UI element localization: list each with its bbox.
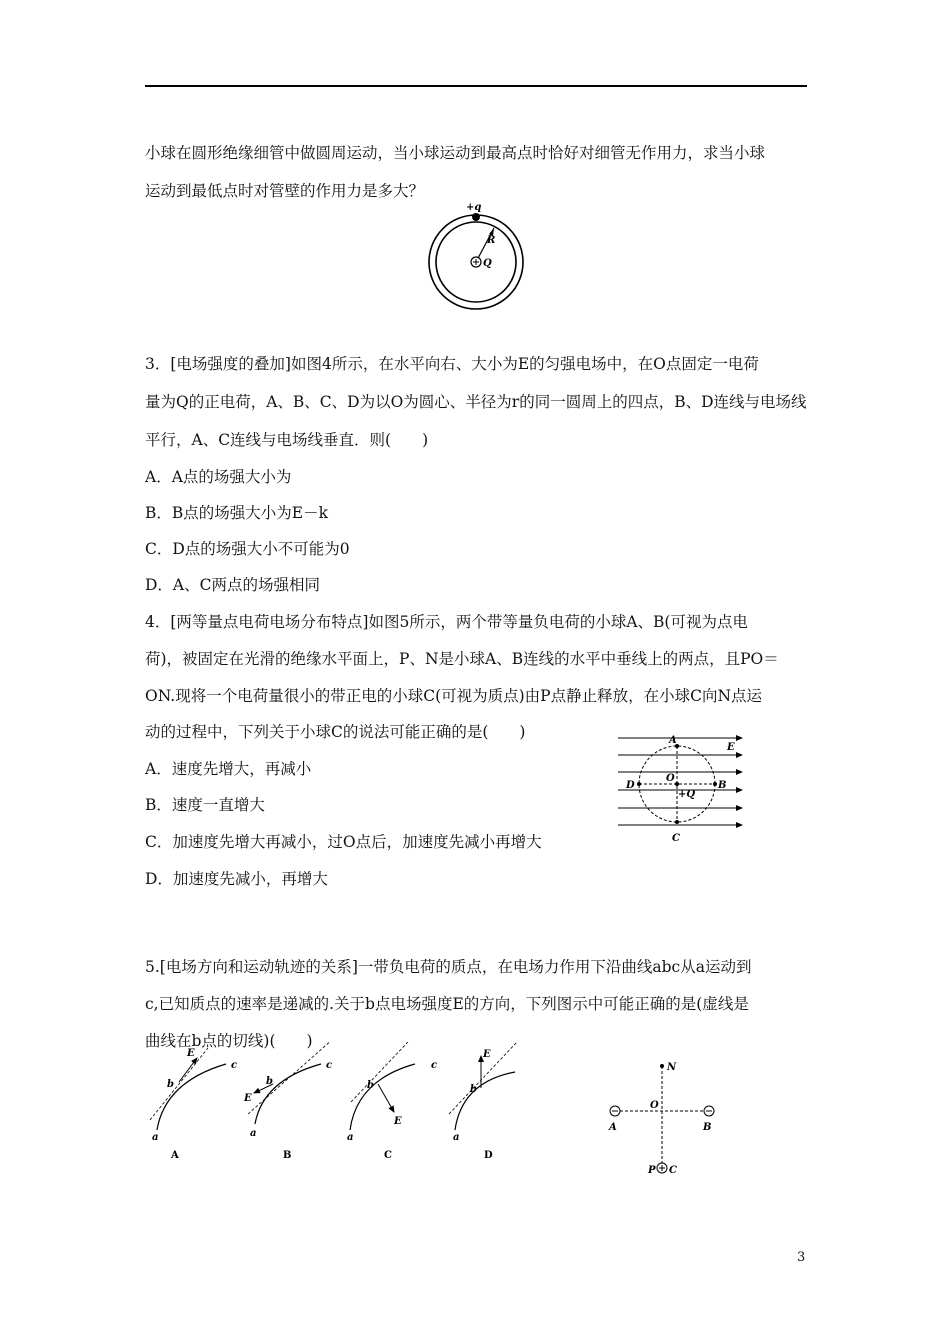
q5-text-line2: c,已知质点的速率是递减的.关于b点电场强度E的方向，下列图示中可能正确的是(虚线是 bbox=[145, 995, 749, 1013]
svg-text:c: c bbox=[231, 1060, 238, 1071]
label-D: D bbox=[626, 780, 635, 791]
label-C: C bbox=[669, 1165, 677, 1176]
label-plus-Q: +Q bbox=[678, 789, 696, 800]
label-A: A bbox=[669, 735, 677, 746]
svg-text:C: C bbox=[384, 1150, 392, 1161]
svg-text:E: E bbox=[483, 1049, 491, 1060]
q4-text-line3: ON.现将一个电荷量很小的带正电的小球C(可视为质点)由P点静止释放，在小球C向N点运 bbox=[145, 687, 763, 705]
q5-text-line1: 5.[电场方向和运动轨迹的关系]一带负电荷的质点，在电场力作用下沿曲线abc从a运动到 bbox=[145, 958, 752, 976]
panel-A bbox=[150, 1048, 237, 1161]
q3-text-line2: 量为Q的正电荷，A、B、C、D为以O为圆心、半径为r的同一圆周上的四点，B、D连线与电场线 bbox=[145, 393, 807, 411]
page-number: 3 bbox=[797, 1250, 806, 1265]
panel-C bbox=[347, 1042, 437, 1161]
q5-text-line3: 曲线在b点的切线)( ) bbox=[145, 1032, 313, 1050]
q2-text-line2: 运动到最低点时对管壁的作用力是多大？ bbox=[145, 182, 425, 200]
ring-tube-figure bbox=[420, 198, 540, 316]
q3-option-c: C．D点的场强大小不可能为0 bbox=[145, 540, 350, 558]
svg-text:c: c bbox=[326, 1060, 333, 1071]
label-plus-q: +q bbox=[466, 202, 482, 213]
q4-option-c: C．加速度先增大再减小，过O点后，加速度先减小再增大 bbox=[145, 833, 542, 851]
svg-text:D: D bbox=[484, 1150, 493, 1161]
label-A: A bbox=[609, 1122, 617, 1133]
two-charges-figure bbox=[605, 1058, 725, 1183]
label-C: C bbox=[672, 833, 680, 844]
header-rule bbox=[145, 85, 807, 87]
label-R: R bbox=[487, 235, 496, 246]
svg-text:E: E bbox=[187, 1048, 195, 1059]
svg-text:A: A bbox=[171, 1150, 179, 1161]
panel-D bbox=[449, 1042, 517, 1161]
q4-text-line1: 4．[两等量点电荷电场分布特点]如图5所示，两个带等量负电荷的小球A、B(可视为点电 bbox=[145, 613, 748, 631]
q3-option-d: D．A、C两点的场强相同 bbox=[145, 576, 320, 594]
q2-text-line1: 小球在圆形绝缘细管中做圆周运动，当小球运动到最高点时恰好对细管无作用力，求当小球 bbox=[145, 144, 766, 162]
label-P: P bbox=[648, 1165, 656, 1176]
charge-q-ball bbox=[472, 213, 480, 221]
svg-text:c: c bbox=[431, 1060, 438, 1071]
label-B: B bbox=[703, 1122, 712, 1133]
q3-option-b: B．B点的场强大小为E－k bbox=[145, 504, 328, 522]
trajectory-options-figure bbox=[140, 1042, 540, 1167]
svg-text:b: b bbox=[367, 1080, 374, 1091]
svg-text:b: b bbox=[167, 1079, 174, 1090]
svg-text:B: B bbox=[283, 1150, 292, 1161]
uniform-field-circle-figure bbox=[615, 730, 750, 845]
svg-text:E: E bbox=[394, 1116, 402, 1127]
svg-text:b: b bbox=[266, 1076, 273, 1087]
q4-text-line4: 动的过程中，下列关于小球C的说法可能正确的是( ) bbox=[145, 723, 526, 741]
label-N: N bbox=[667, 1062, 677, 1073]
q3-text-line3: 平行，A、C连线与电场线垂直．则( ) bbox=[145, 431, 429, 449]
label-O: O bbox=[666, 773, 675, 784]
label-Q: Q bbox=[483, 258, 492, 269]
svg-text:a: a bbox=[347, 1132, 354, 1143]
q4-text-line2: 荷)，被固定在光滑的绝缘水平面上，P、N是小球A、B连线的水平中垂线上的两点，且PO＝ bbox=[145, 650, 779, 668]
q3-option-a: A．A点的场强大小为 bbox=[145, 468, 292, 486]
q4-option-a: A．速度先增大，再减小 bbox=[145, 760, 312, 778]
svg-text:a: a bbox=[152, 1132, 159, 1143]
label-E: E bbox=[727, 742, 735, 753]
label-B: B bbox=[718, 780, 727, 791]
svg-text:E: E bbox=[244, 1093, 252, 1104]
q3-text-line1: 3．[电场强度的叠加]如图4所示，在水平向右、大小为E的匀强电场中，在O点固定一电荷 bbox=[145, 355, 759, 373]
q4-option-d: D．加速度先减小，再增大 bbox=[145, 870, 328, 888]
panel-B bbox=[243, 1042, 333, 1161]
q4-option-b: B．速度一直增大 bbox=[145, 796, 265, 814]
svg-text:b: b bbox=[470, 1084, 477, 1095]
svg-text:a: a bbox=[453, 1132, 460, 1143]
svg-text:a: a bbox=[250, 1128, 257, 1139]
label-O: O bbox=[650, 1100, 659, 1111]
